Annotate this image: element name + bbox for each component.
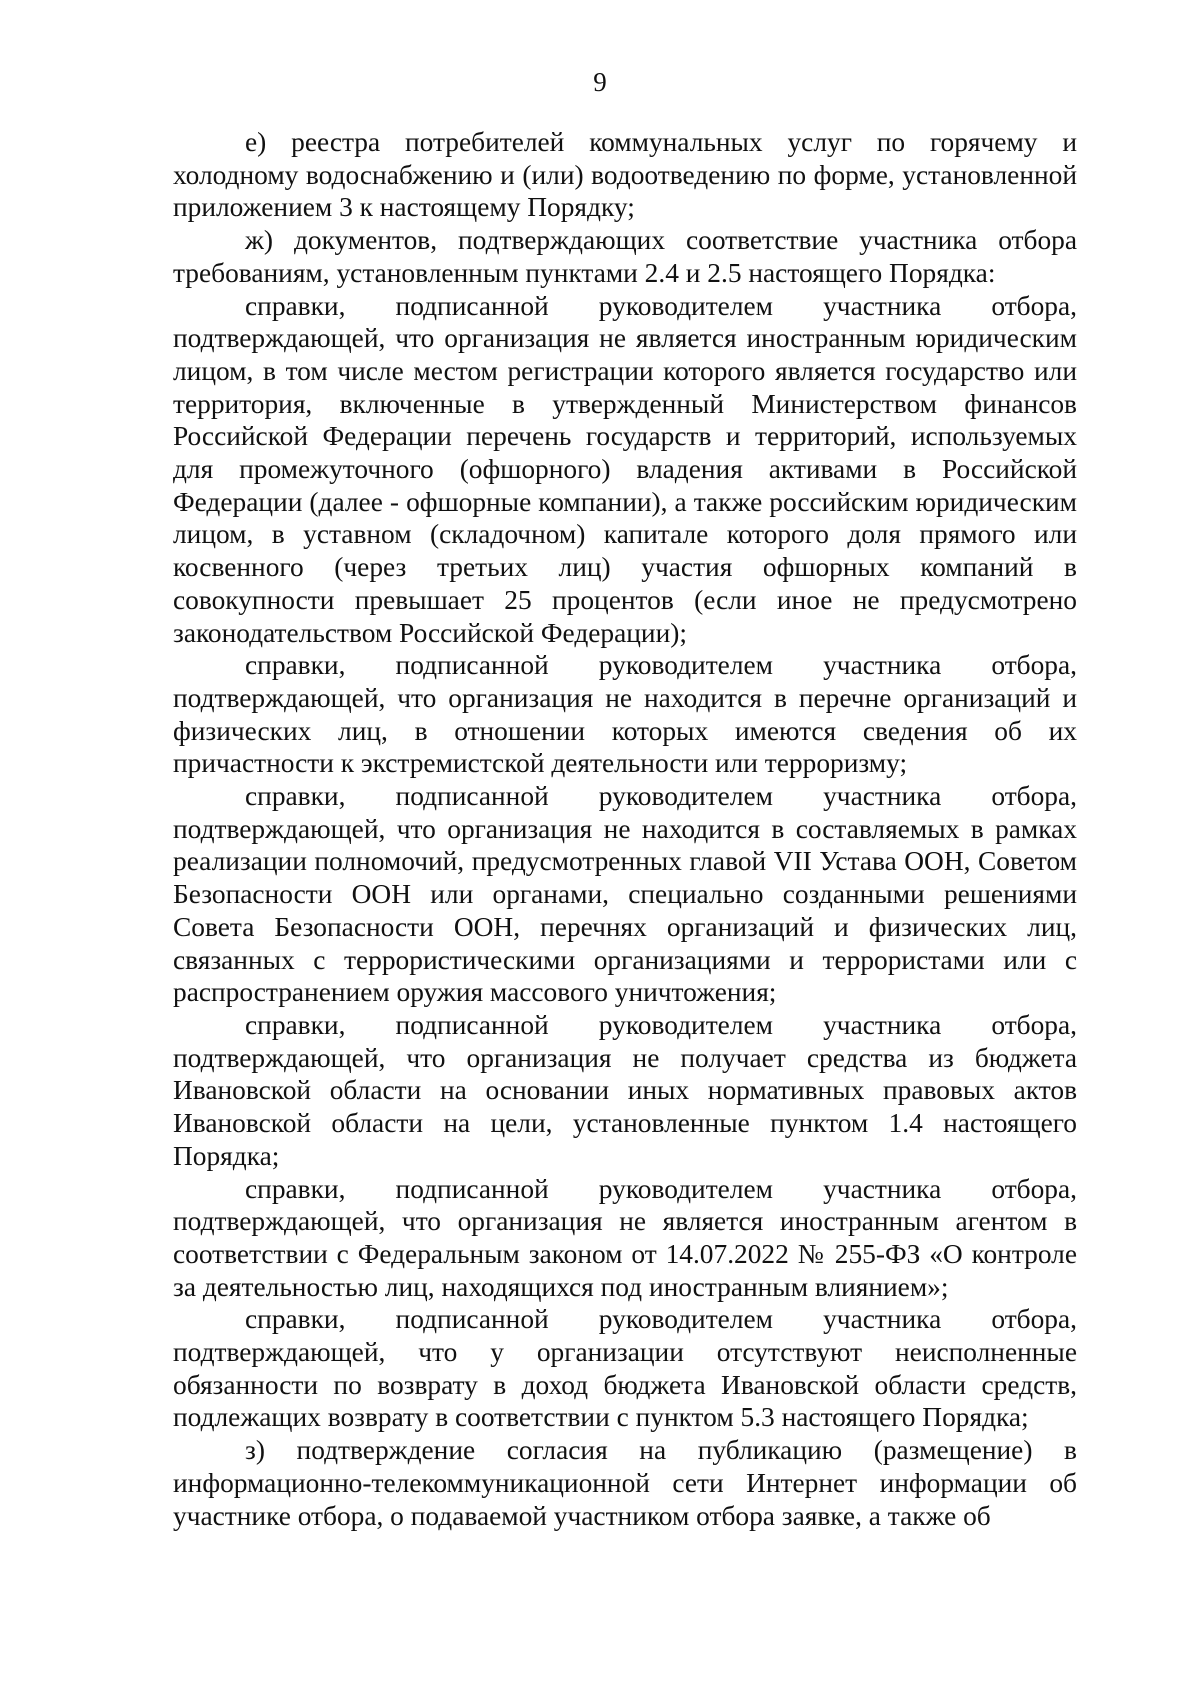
paragraph-certificate-offshore: справки, подписанной руководителем участника отбора, подтверждающей, что организация не является иностранным юридическим лицом, в том числе местом регистрации которого является государство или территория, включенные в утвержденный Министерством финансов Российской Федерации перечень государств и территорий, используемых для промежуточного (офшорного) владения активами в Российской Федерации (далее - офшорные компании), а также российским юридическим лицом, в уставном (складочном) капитале которого доля прямого или косвенного (через третьих лиц) участия офшорных компаний в совокупности превышает 25 процентов (если иное не предусмотрено законодательством Российской Федерации); (173, 290, 1077, 648)
paragraph-certificate-un-lists: справки, подписанной руководителем участника отбора, подтверждающей, что организация не находится в составляемых в рамках реализации полномочий, предусмотренных главой VII Устава ООН, Советом Безопасности ООН или органами, специально созданными решениями Совета Безопасности ООН, перечнях организаций и физических лиц, связанных с террористическими организациями и террористами или с распространением оружия массового уничтожения; (173, 781, 1077, 1008)
paragraph-item-z: з) подтверждение согласия на публикацию (размещение) в информационно-телекоммуникационной сети Интернет информации об участнике отбора, о подаваемой участником отбора заявке, а также об (173, 1435, 1077, 1531)
paragraph-item-zh: ж) документов, подтверждающих соответствие участника отбора требованиям, установленным пунктами 2.4 и 2.5 настоящего Порядка: (173, 225, 1077, 288)
document-body (173, 126, 1077, 1532)
paragraph-certificate-foreign-agent: справки, подписанной руководителем участника отбора, подтверждающей, что организация не является иностранным агентом в соответствии с Федеральным законом от 14.07.2022 № 255-ФЗ «О контроле за деятельностью лиц, находящихся под иностранным влиянием»; (173, 1173, 1077, 1302)
paragraph-certificate-refund-obligations: справки, подписанной руководителем участника отбора, подтверждающей, что у организации отсутствуют неисполненные обязанности по возврату в доход бюджета Ивановской области средств, подлежащих возврату в соответствии с пунктом 5.3 настоящего Порядка; (173, 1304, 1077, 1433)
paragraph-certificate-extremism: справки, подписанной руководителем участника отбора, подтверждающей, что организация не находится в перечне организаций и физических лиц, в отношении которых имеются сведения об их причастности к экстремистской деятельности или терроризму; (173, 650, 1077, 779)
page-number: 9 (593, 67, 607, 97)
paragraph-item-e: е) реестра потребителей коммунальных услуг по горячему и холодному водоснабжению и (или) водоотведению по форме, установленной приложением 3 к настоящему Порядку; (173, 127, 1077, 223)
paragraph-certificate-budget-funds: справки, подписанной руководителем участника отбора, подтверждающей, что организация не получает средства из бюджета Ивановской области на основании иных нормативных правовых актов Ивановской области на цели, установленные пунктом 1.4 настоящего Порядка; (173, 1009, 1077, 1171)
